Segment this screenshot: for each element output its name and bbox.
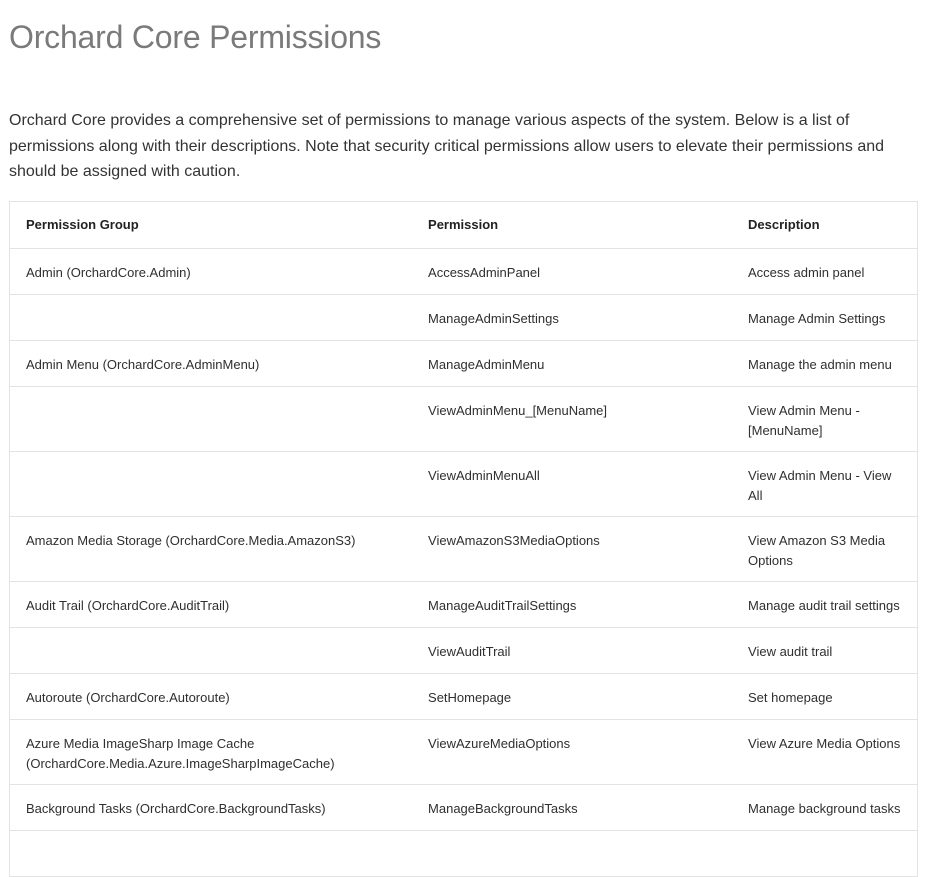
cell-permission: ViewAdminMenuAll xyxy=(412,451,732,516)
cell-permission: ViewAuditTrail xyxy=(412,627,732,673)
table-header-row xyxy=(10,201,918,248)
cell-permission: ViewAzureMediaOptions xyxy=(412,719,732,784)
cell-permission: ManageAuditTrailSettings xyxy=(412,581,732,627)
table-row xyxy=(10,627,918,673)
table-row xyxy=(10,581,918,627)
cell-permission: ViewAmazonS3MediaOptions xyxy=(412,516,732,581)
cell-permission-group: Admin (OrchardCore.Admin) xyxy=(10,248,413,294)
table-row xyxy=(10,386,918,451)
cell-description: View audit trail xyxy=(732,627,917,673)
cell-description: Manage the admin menu xyxy=(732,340,917,386)
cell-permission-group: Background Tasks (OrchardCore.BackgroundTasks) xyxy=(10,784,413,830)
cell-permission-group xyxy=(10,451,413,516)
cell-description: View Admin Menu - View All xyxy=(732,451,917,516)
cell-permission xyxy=(412,830,732,876)
table-row xyxy=(10,340,918,386)
table-row xyxy=(10,830,918,876)
table-row xyxy=(10,719,918,784)
cell-description: View Azure Media Options xyxy=(732,719,917,784)
page-title: Orchard Core Permissions xyxy=(9,19,382,55)
cell-description: View Amazon S3 Media Options xyxy=(732,516,917,581)
cell-permission: AccessAdminPanel xyxy=(412,248,732,294)
table-row xyxy=(10,516,918,581)
cell-permission: ManageAdminSettings xyxy=(412,294,732,340)
cell-permission: ViewAdminMenu_[MenuName] xyxy=(412,386,732,451)
cell-permission: ManageAdminMenu xyxy=(412,340,732,386)
cell-description: Manage background tasks xyxy=(732,784,917,830)
cell-permission-group: Autoroute (OrchardCore.Autoroute) xyxy=(10,673,413,719)
table-row xyxy=(10,294,918,340)
cell-description: Access admin panel xyxy=(732,248,917,294)
cell-permission-group: Audit Trail (OrchardCore.AuditTrail) xyxy=(10,581,413,627)
table-row xyxy=(10,248,918,294)
cell-description: Manage audit trail settings xyxy=(732,581,917,627)
cell-description: Set homepage xyxy=(732,673,917,719)
cell-permission-group xyxy=(10,830,413,876)
cell-permission-group xyxy=(10,294,413,340)
cell-permission: SetHomepage xyxy=(412,673,732,719)
header-permission-group: Permission Group xyxy=(10,201,413,248)
header-permission: Permission xyxy=(412,201,732,248)
table-row xyxy=(10,673,918,719)
table-row xyxy=(10,784,918,830)
cell-description: Manage Admin Settings xyxy=(732,294,917,340)
intro-paragraph: Orchard Core provides a comprehensive set of permissions to manage various aspects of the system. Below is a list of permissions along with their descriptions. Note that security critical permissions allow users to elevate their permissions and should be assigned with caution. xyxy=(9,112,885,180)
cell-permission-group: Azure Media ImageSharp Image Cache (OrchardCore.Media.Azure.ImageSharpImageCache) xyxy=(10,719,413,784)
cell-permission-group: Admin Menu (OrchardCore.AdminMenu) xyxy=(10,340,413,386)
cell-description xyxy=(732,830,917,876)
cell-permission-group: Amazon Media Storage (OrchardCore.Media.AmazonS3) xyxy=(10,516,413,581)
header-description: Description xyxy=(732,201,917,248)
permissions-table xyxy=(9,201,918,877)
cell-description: View Admin Menu - [MenuName] xyxy=(732,386,917,451)
table-row xyxy=(10,451,918,516)
cell-permission: ManageBackgroundTasks xyxy=(412,784,732,830)
cell-permission-group xyxy=(10,627,413,673)
cell-permission-group xyxy=(10,386,413,451)
